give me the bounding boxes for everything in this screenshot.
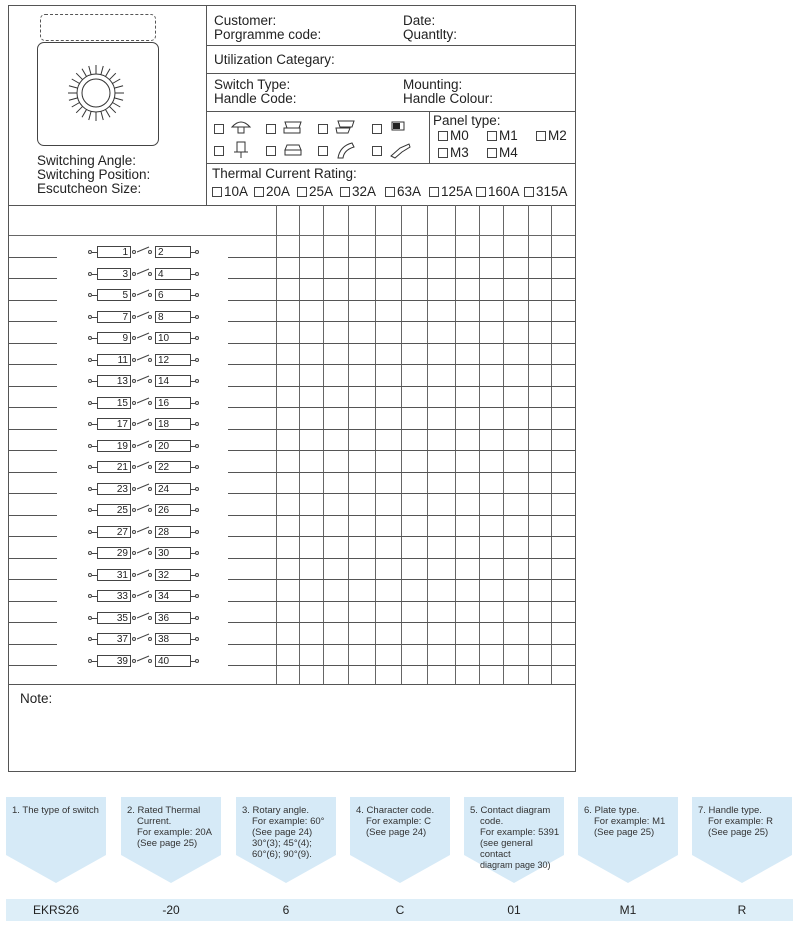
terminal-dot <box>195 465 199 469</box>
terminal-dot <box>195 551 199 555</box>
thermal-rating-option[interactable] <box>340 185 376 199</box>
handle-code-label: Handle Code: <box>214 91 297 106</box>
flat-knob-icon <box>282 142 304 158</box>
grid-row-line <box>228 579 575 580</box>
terminal-dot <box>148 616 152 620</box>
escutcheon-size-label: Escutcheon Size: <box>37 181 142 196</box>
contact-number: 35 <box>97 612 131 624</box>
grid-row-line <box>228 343 575 344</box>
row-label-line <box>9 321 57 322</box>
contact-grid <box>9 205 575 684</box>
mounting-label: Mounting: <box>403 77 463 92</box>
panel-option-m1[interactable] <box>487 129 518 143</box>
rating-checkbox[interactable] <box>385 187 395 197</box>
code-segment: R <box>737 903 747 917</box>
pistol-handle-icon <box>388 141 412 159</box>
panel-checkbox[interactable] <box>438 148 448 158</box>
contact-number: 34 <box>155 590 191 602</box>
terminal-dot <box>148 637 152 641</box>
panel-checkbox[interactable] <box>487 148 497 158</box>
terminal-dot <box>148 315 152 319</box>
dial-tick <box>106 69 111 77</box>
terminal-dot <box>195 594 199 598</box>
curved-handle-icon <box>334 140 356 160</box>
order-step-4 <box>350 797 450 883</box>
terminal-dot <box>195 444 199 448</box>
row-label-line <box>9 278 57 279</box>
terminal-dot <box>148 401 152 405</box>
grid-row-line <box>228 450 575 451</box>
order-step-1 <box>6 797 106 883</box>
header-divider <box>206 6 207 205</box>
thermal-rating-title: Thermal Current Rating: <box>212 166 357 181</box>
step-text <box>242 805 332 860</box>
panel-option-label: M4 <box>499 145 518 160</box>
terminal-dot <box>148 358 152 362</box>
handle-shape-options <box>214 116 429 164</box>
rotary-dial-icon <box>61 58 131 128</box>
dial-tick <box>89 111 91 120</box>
step-text <box>584 805 674 838</box>
step-detail: (See page 25) <box>708 827 769 838</box>
step-text <box>12 805 102 816</box>
dial-tick <box>109 73 115 79</box>
row-label-line <box>9 343 57 344</box>
rating-checkbox[interactable] <box>297 187 307 197</box>
contact-number: 32 <box>155 569 191 581</box>
grid-column-line <box>427 205 428 684</box>
row-label-line <box>9 622 57 623</box>
row-label-line <box>9 386 57 387</box>
switching-position-label: Switching Position: <box>37 167 151 182</box>
dial-tick <box>112 103 120 108</box>
contact-number: 40 <box>155 655 191 667</box>
handle-colour-label: Handle Colour: <box>403 91 494 106</box>
terminal-dot <box>148 573 152 577</box>
row-label-line <box>9 558 57 559</box>
row-divider <box>206 163 575 164</box>
contact-number: 27 <box>97 526 131 538</box>
step-detail: (See page 24) <box>366 827 427 838</box>
contact-number: 39 <box>97 655 131 667</box>
grid-row-line <box>228 407 575 408</box>
step-detail: For example: 5391 <box>480 827 560 838</box>
contact-number: 4 <box>155 268 191 280</box>
grid-row-line <box>228 300 575 301</box>
note-label: Note: <box>20 691 53 706</box>
terminal-dot <box>195 358 199 362</box>
customer-label: Customer: <box>214 13 277 28</box>
contact-number: 5 <box>97 289 131 301</box>
contact-number: 13 <box>97 375 131 387</box>
contact-number: 8 <box>155 311 191 323</box>
terminal-dot <box>148 659 152 663</box>
step-detail: For example: C <box>366 816 431 827</box>
contact-number: 17 <box>97 418 131 430</box>
code-segment: 01 <box>507 903 521 917</box>
terminal-dot <box>148 272 152 276</box>
rating-label: 32A <box>352 184 377 199</box>
panel-option-m3[interactable] <box>438 146 469 160</box>
contact-number: 36 <box>155 612 191 624</box>
dial-tick <box>106 109 111 117</box>
grid-row-line <box>228 472 575 473</box>
panel-option-m2[interactable] <box>536 129 567 143</box>
grid-row-line <box>228 622 575 623</box>
code-segment: M1 <box>619 903 637 917</box>
handle-option-checkbox[interactable] <box>214 146 224 156</box>
row-label-line <box>9 450 57 451</box>
note-divider <box>9 684 575 685</box>
handle-option-checkbox[interactable] <box>214 124 224 134</box>
panel-option-label: M3 <box>450 145 469 160</box>
grid-row-line <box>228 644 575 645</box>
grid-column-line <box>455 205 456 684</box>
contact-number: 30 <box>155 547 191 559</box>
handle-option-checkbox[interactable] <box>372 124 382 134</box>
thermal-rating-option[interactable] <box>254 185 290 199</box>
dial-tick <box>114 86 123 88</box>
grid-row-line <box>228 257 575 258</box>
step-detail: Current. <box>137 816 172 827</box>
handle-option-checkbox[interactable] <box>266 124 276 134</box>
grid-row-line <box>228 429 575 430</box>
contact-number: 24 <box>155 483 191 495</box>
rating-label: 63A <box>397 184 422 199</box>
contact-number: 18 <box>155 418 191 430</box>
row-label-line <box>9 407 57 408</box>
terminal-dot <box>148 444 152 448</box>
grid-row-line <box>228 386 575 387</box>
panel-option-label: M1 <box>499 128 518 143</box>
contact-number: 31 <box>97 569 131 581</box>
key-handle-icon <box>390 119 406 133</box>
step-detail: For example: 60° <box>252 816 325 827</box>
dial-tick <box>76 73 82 79</box>
thermal-rating-option[interactable] <box>212 185 248 199</box>
terminal-dot <box>195 659 199 663</box>
dial-tick <box>109 106 115 112</box>
grid-column-line <box>323 205 324 684</box>
order-step-6 <box>578 797 678 883</box>
dial-tick <box>69 86 78 88</box>
switch-type-label: Switch Type: <box>214 77 291 92</box>
contact-number: 38 <box>155 633 191 645</box>
thermal-rating-options <box>212 185 576 201</box>
row-label-line <box>9 665 57 666</box>
terminal-dot <box>148 293 152 297</box>
contact-number: 3 <box>97 268 131 280</box>
contact-number: 1 <box>97 246 131 258</box>
terminal-dot <box>148 422 152 426</box>
terminal-dot <box>195 315 199 319</box>
rating-checkbox[interactable] <box>254 187 264 197</box>
terminal-dot <box>195 272 199 276</box>
contact-number: 16 <box>155 397 191 409</box>
terminal-dot <box>195 336 199 340</box>
step-title: 1. The type of switch <box>12 805 99 816</box>
rating-checkbox[interactable] <box>429 187 439 197</box>
panel-checkbox[interactable] <box>487 131 497 141</box>
row-label-line <box>9 493 57 494</box>
step-detail: (see general contact <box>480 838 533 860</box>
panel-option-label: M0 <box>450 128 469 143</box>
contact-number: 9 <box>97 332 131 344</box>
step-detail: For example: 20A <box>137 827 212 838</box>
rating-label: 160A <box>488 184 520 199</box>
handle-option-checkbox[interactable] <box>318 146 328 156</box>
terminal-dot <box>195 637 199 641</box>
grid-row-line <box>228 601 575 602</box>
grid-row-line <box>9 235 575 236</box>
terminal-dot <box>148 487 152 491</box>
thermal-rating-option[interactable] <box>385 185 421 199</box>
rating-checkbox[interactable] <box>524 187 534 197</box>
grid-row-line <box>228 536 575 537</box>
row-label-line <box>9 300 57 301</box>
contact-number: 22 <box>155 461 191 473</box>
dial-tick <box>72 79 80 84</box>
mushroom-handle-icon <box>230 118 252 136</box>
terminal-dot <box>195 293 199 297</box>
grid-row-line <box>228 321 575 322</box>
step-detail: diagram page 30) <box>480 860 551 870</box>
grid-row-line <box>228 515 575 516</box>
terminal-dot <box>195 508 199 512</box>
terminal-dot <box>195 573 199 577</box>
grid-column-line <box>551 205 552 684</box>
rating-checkbox[interactable] <box>212 187 222 197</box>
panel-divider <box>429 111 430 163</box>
terminal-dot <box>195 250 199 254</box>
dial-tick <box>114 98 123 100</box>
contact-number: 21 <box>97 461 131 473</box>
step-text <box>356 805 446 838</box>
row-label-line <box>9 472 57 473</box>
grid-column-line <box>375 205 376 684</box>
terminal-dot <box>195 379 199 383</box>
order-step-2 <box>121 797 221 883</box>
grid-column-line <box>528 205 529 684</box>
code-segment: 6 <box>282 903 290 917</box>
rating-checkbox[interactable] <box>340 187 350 197</box>
contact-number: 23 <box>97 483 131 495</box>
row-label-line <box>9 364 57 365</box>
rating-checkbox[interactable] <box>476 187 486 197</box>
step-detail: (See page 24) <box>252 827 313 838</box>
thermal-rating-option[interactable] <box>476 185 520 199</box>
contact-number: 25 <box>97 504 131 516</box>
dial-tick <box>101 111 103 120</box>
panel-checkbox[interactable] <box>536 131 546 141</box>
order-step-7 <box>692 797 792 883</box>
step-title: 3. Rotary angle. <box>242 805 310 816</box>
dial-tick <box>89 66 91 75</box>
pin-handle-icon <box>232 140 250 160</box>
terminal-dot <box>148 250 152 254</box>
dial-tick <box>112 79 120 84</box>
panel-option-m0[interactable] <box>438 129 469 143</box>
step-detail: 60°(6); 90°(9). <box>252 849 312 860</box>
lever-handle-icon <box>334 119 356 135</box>
contact-number: 2 <box>155 246 191 258</box>
quantity-label: Quantlty: <box>403 27 458 42</box>
row-label-line <box>9 601 57 602</box>
terminal-dot <box>148 508 152 512</box>
panel-option-label: M2 <box>548 128 567 143</box>
terminal-dot <box>148 594 152 598</box>
dial-tick <box>72 103 80 108</box>
dial-tick <box>69 98 78 100</box>
thermal-rating-option[interactable] <box>429 185 473 199</box>
step-detail: code. <box>480 816 504 827</box>
step-title: 5. Contact diagram <box>470 805 551 816</box>
row-divider <box>206 111 575 112</box>
terminal-dot <box>148 336 152 340</box>
grid-column-line <box>276 205 277 684</box>
dial-tick <box>76 106 82 112</box>
terminal-dot <box>148 379 152 383</box>
row-divider <box>206 73 575 74</box>
contact-number: 28 <box>155 526 191 538</box>
step-title: 4. Character code. <box>356 805 435 816</box>
terminal-dot <box>148 465 152 469</box>
grid-row-line <box>228 278 575 279</box>
row-label-line <box>9 515 57 516</box>
escutcheon-label-slot <box>40 14 156 41</box>
handle-option-checkbox[interactable] <box>318 124 328 134</box>
row-label-line <box>9 644 57 645</box>
step-text <box>127 805 217 849</box>
contact-number: 15 <box>97 397 131 409</box>
programme-code-label: Porgramme code: <box>214 27 322 42</box>
step-detail: For example: M1 <box>594 816 666 827</box>
rating-label: 25A <box>309 184 334 199</box>
code-segment: -20 <box>162 903 180 917</box>
handle-option-checkbox[interactable] <box>266 146 276 156</box>
dial-tick <box>82 109 87 117</box>
contact-number: 37 <box>97 633 131 645</box>
contact-number: 10 <box>155 332 191 344</box>
grid-column-line <box>348 205 349 684</box>
thermal-rating-option[interactable] <box>297 185 333 199</box>
code-segment: EKRS26 <box>32 903 80 917</box>
order-step-3 <box>236 797 336 883</box>
step-text <box>470 805 560 871</box>
panel-checkbox[interactable] <box>438 131 448 141</box>
terminal-dot <box>148 551 152 555</box>
step-title: 7. Handle type. <box>698 805 762 816</box>
date-label: Date: <box>403 13 436 28</box>
step-detail: For example: R <box>708 816 773 827</box>
grid-row-line <box>228 665 575 666</box>
terminal-dot <box>195 530 199 534</box>
grid-row-line <box>228 364 575 365</box>
grid-row-line <box>228 493 575 494</box>
contact-number: 20 <box>155 440 191 452</box>
terminal-dot <box>148 530 152 534</box>
order-form <box>8 5 576 772</box>
grid-row-line <box>228 558 575 559</box>
row-label-line <box>9 536 57 537</box>
utilization-category-label: Utilization Categary: <box>214 52 335 67</box>
grid-column-line <box>401 205 402 684</box>
row-divider <box>206 45 575 46</box>
row-label-line <box>9 257 57 258</box>
grid-column-line <box>479 205 480 684</box>
terminal-dot <box>195 422 199 426</box>
dial-tick <box>101 66 103 75</box>
terminal-dot <box>195 616 199 620</box>
escutcheon-sketch <box>37 14 161 146</box>
terminal-dot <box>195 401 199 405</box>
contact-number: 11 <box>97 354 131 366</box>
row-label-line <box>9 579 57 580</box>
contact-number: 33 <box>97 590 131 602</box>
row-label-line <box>9 429 57 430</box>
rating-label: 10A <box>224 184 249 199</box>
step-title: 2. Rated Thermal <box>127 805 201 816</box>
grid-column-line <box>503 205 504 684</box>
contact-number: 19 <box>97 440 131 452</box>
contact-number: 6 <box>155 289 191 301</box>
contact-number: 29 <box>97 547 131 559</box>
thermal-rating-option[interactable] <box>524 185 568 199</box>
contact-number: 26 <box>155 504 191 516</box>
panel-type-title: Panel type: <box>433 113 501 128</box>
terminal-dot <box>195 487 199 491</box>
switching-angle-label: Switching Angle: <box>37 153 137 168</box>
rating-label: 20A <box>266 184 291 199</box>
step-title: 6. Plate type. <box>584 805 640 816</box>
contact-number: 7 <box>97 311 131 323</box>
step-detail: (See page 25) <box>137 838 198 849</box>
panel-option-m4[interactable] <box>487 146 518 160</box>
order-step-5 <box>464 797 564 883</box>
contact-number: 12 <box>155 354 191 366</box>
code-segment: C <box>395 903 405 917</box>
contact-number: 14 <box>155 375 191 387</box>
wing-handle-icon <box>282 119 304 135</box>
step-text <box>698 805 788 838</box>
grid-column-line <box>299 205 300 684</box>
rating-label: 125A <box>441 184 473 199</box>
step-detail: 30°(3); 45°(4); <box>252 838 312 849</box>
handle-option-checkbox[interactable] <box>372 146 382 156</box>
dial-tick <box>82 69 87 77</box>
step-detail: (See page 25) <box>594 827 655 838</box>
rating-label: 315A <box>536 184 568 199</box>
